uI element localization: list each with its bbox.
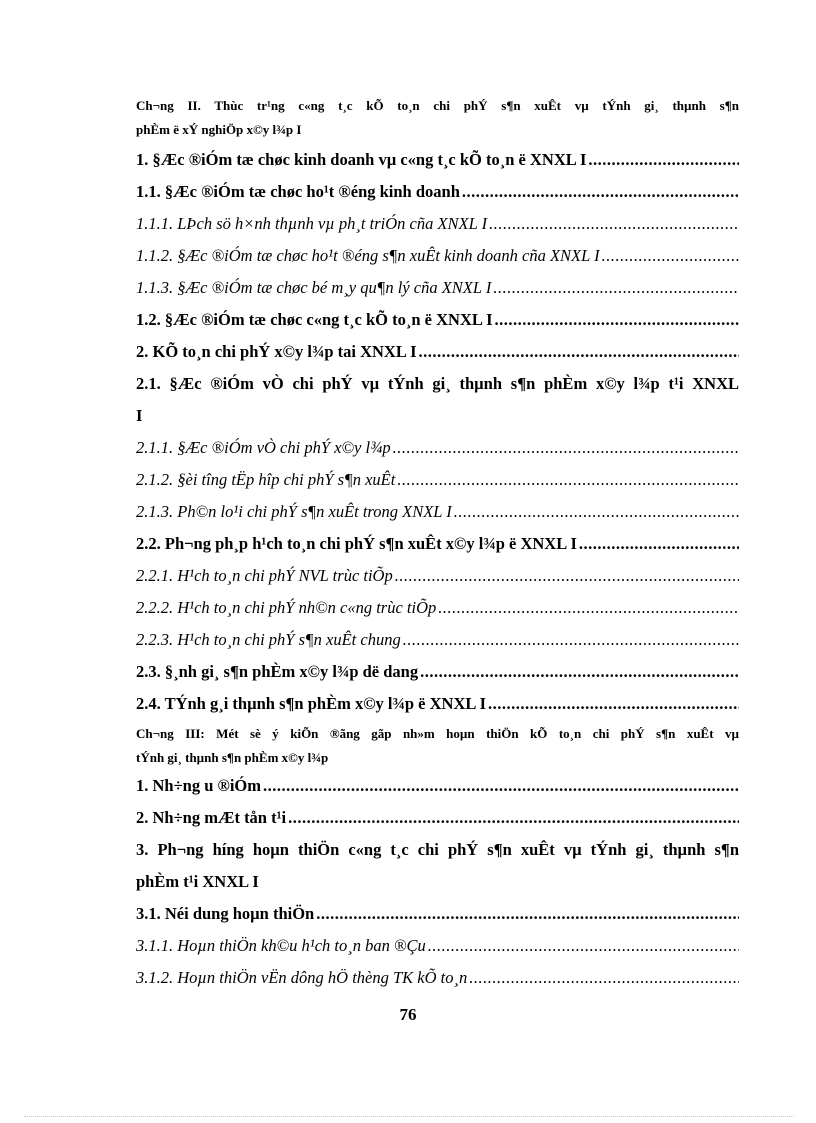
dot-leader xyxy=(393,432,739,464)
dot-leader xyxy=(316,898,739,930)
toc-entry xyxy=(136,240,739,272)
toc-entry-wrapped xyxy=(136,368,739,432)
toc-entry-text: 2.2.1. H¹ch to¸n chi phÝ NVL trùc tiÕp xyxy=(136,566,393,585)
dot-leader xyxy=(420,656,739,688)
toc-entry-text: 2.3. §¸nh gi¸ s¶n phÈm x©y l¾p dë dang xyxy=(136,662,419,681)
toc-entry-text: 2.2.2. H¹ch to¸n chi phÝ nh©n c«ng trùc tiÕp xyxy=(136,598,437,617)
toc-entry xyxy=(136,688,739,720)
toc-entry xyxy=(136,272,739,304)
toc-entry xyxy=(136,464,739,496)
toc-entry-text: 2.1.2. §èi tîng tËp hîp chi phÝ s¶n xuÊt xyxy=(136,470,396,489)
dot-leader xyxy=(397,464,739,496)
dot-leader xyxy=(419,336,740,368)
toc-entry-chapter-3 xyxy=(136,722,739,770)
toc-entry-wrapped xyxy=(136,834,739,898)
toc-entry xyxy=(136,560,739,592)
toc-entry-text: I xyxy=(136,406,143,425)
dot-leader xyxy=(495,304,740,336)
toc-entry-text: 2.4. TÝnh g¸i thµnh s¶n phÈm x©y l¾p ë XNXL I xyxy=(136,694,486,713)
toc-entry-text: 1. Nh÷ng u ®iÓm xyxy=(136,776,261,795)
dot-leader xyxy=(489,208,739,240)
toc-entry xyxy=(136,176,739,208)
dot-leader xyxy=(469,962,739,994)
toc-entry-text: tÝnh gi¸ thµnh s¶n phÈm x©y l¾p xyxy=(136,750,329,765)
dot-leader xyxy=(395,560,739,592)
page-number: 76 xyxy=(399,1005,417,1024)
toc-entry xyxy=(136,656,739,688)
toc-entry-text: 2. Nh÷ng mÆt tån t¹i xyxy=(136,808,287,827)
toc-entry xyxy=(136,898,739,930)
toc-entry-text: 2.1. §Æc ®iÓm vÒ chi phÝ vµ tÝnh gi¸ thµnh s¶n phÈm x©y l¾p t¹i XNXL xyxy=(136,374,739,393)
toc-entry-text: phÈm ë xÝ nghiÖp x©y l¾p I xyxy=(136,122,302,137)
toc-entry-text: 3.1. Néi dung hoµn thiÖn xyxy=(136,904,315,923)
toc-entry xyxy=(136,304,739,336)
toc-entry-text: 2.2.3. H¹ch to¸n chi phÝ s¶n xuÊt chung xyxy=(136,630,401,649)
toc-entry-text: 1.1.1. LÞch sö h×nh thµnh vµ ph¸t triÓn cña XNXL I xyxy=(136,214,488,233)
toc-entry-text: 2.2. Ph¬ng ph¸p h¹ch to¸n chi phÝ s¶n xuÊt x©y l¾p ë XNXL I xyxy=(136,534,577,553)
toc-entry-text: 1.1. §Æc ®iÓm tæ chøc ho¹t ®éng kinh doanh xyxy=(136,182,460,201)
toc-entry-text: 3.1.1. Hoµn thiÖn kh©u h¹ch to¸n ban ®Çu xyxy=(136,936,426,955)
toc-entry-text: 3. Ph¬ng híng hoµn thiÖn c«ng t¸c chi phÝ s¶n xuÊt vµ tÝnh gi¸ thµnh s¶n xyxy=(136,840,739,859)
dot-leader xyxy=(438,592,739,624)
toc-entry-text: 1.1.2. §Æc ®iÓm tæ chøc ho¹t ®éng s¶n xuÊt kinh doanh cña XNXL I xyxy=(136,246,600,265)
table-of-contents xyxy=(136,94,739,994)
dot-leader xyxy=(428,930,739,962)
dot-leader xyxy=(462,176,739,208)
toc-entry xyxy=(136,144,739,176)
dot-leader xyxy=(579,528,739,560)
toc-entry xyxy=(136,592,739,624)
dot-leader xyxy=(493,272,739,304)
toc-entry xyxy=(136,962,739,994)
toc-entry xyxy=(136,930,739,962)
toc-entry xyxy=(136,432,739,464)
dot-leader xyxy=(454,496,739,528)
toc-entry-text: 2.1.3. Ph©n lo¹i chi phÝ s¶n xuÊt trong XNXL I xyxy=(136,502,452,521)
dot-leader xyxy=(588,144,739,176)
toc-entry xyxy=(136,336,739,368)
toc-entry xyxy=(136,208,739,240)
toc-entry xyxy=(136,770,739,802)
toc-entry-chapter-2 xyxy=(136,94,739,142)
toc-entry-text: 1.1.3. §Æc ®iÓm tæ chøc bé m¸y qu¶n lý cña XNXL I xyxy=(136,278,492,297)
toc-entry-text: 1.2. §Æc ®iÓm tæ chøc c«ng t¸c kÕ to¸n ë XNXL I xyxy=(136,310,493,329)
toc-entry xyxy=(136,528,739,560)
toc-entry-text: 1. §Æc ®iÓm tæ chøc kinh doanh vµ c«ng t¸c kÕ to¸n ë XNXL I xyxy=(136,150,587,169)
dot-leader xyxy=(288,802,739,834)
toc-entry-text: 2.1.1. §Æc ®iÓm vÒ chi phÝ x©y l¾p xyxy=(136,438,391,457)
toc-entry xyxy=(136,802,739,834)
dot-leader xyxy=(602,240,739,272)
page-bottom-rule xyxy=(24,1116,794,1117)
toc-entry-text: 3.1.2. Hoµn thiÖn vËn dông hÖ thèng TK kÕ to¸n xyxy=(136,968,468,987)
toc-entry-text: phÈm t¹i XNXL I xyxy=(136,872,259,891)
dot-leader xyxy=(403,624,739,656)
toc-entry xyxy=(136,496,739,528)
toc-entry-text: 2. KÕ to¸n chi phÝ x©y l¾p tai XNXL I xyxy=(136,342,417,361)
toc-entry-text: Ch¬ng II. Thùc tr¹ng c«ng t¸c kÕ to¸n chi phÝ s¶n xuÊt vµ tÝnh gi¸ thµnh s¶n xyxy=(136,98,739,113)
toc-entry xyxy=(136,624,739,656)
dot-leader xyxy=(263,770,739,802)
toc-entry-text: Ch¬ng III: Mét sè ý kiÕn ®ãng gãp nh»m hoµn thiÖn kÕ to¸n chi phÝ s¶n xuÊt vµ xyxy=(136,726,739,741)
dot-leader xyxy=(488,688,739,720)
